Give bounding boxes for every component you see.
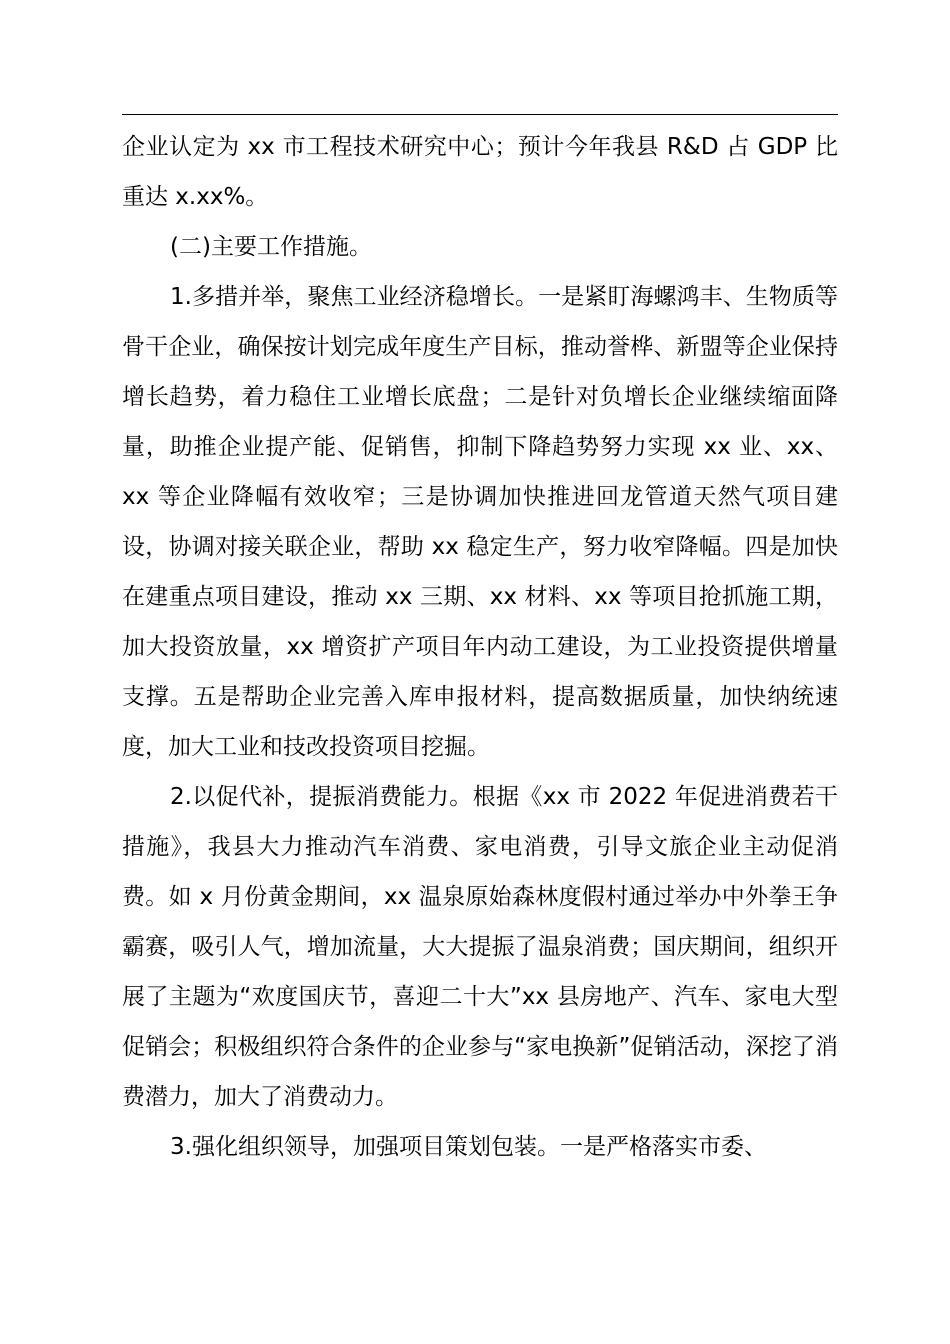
section-heading: (二)主要工作措施。 xyxy=(170,234,372,260)
document-body xyxy=(122,122,838,1172)
paragraph-organization: 3.强化组织领导，加强项目策划包装。一是严格落实市委、 xyxy=(170,1134,767,1160)
paragraph-industry: 1.多措并举，聚焦工业经济稳增长。一是紧盯海螺鸿丰、生物质等骨干企业，确保按计划完成年度生产目标，推动誉桦、新盟等企业保持增长趋势，着力稳住工业增长底盘；二是针对负增长企业继续缩面降量，助推企业提产能、促销售，抑制下降趋势努力实现 xx 业、xx、xx 等企业降幅有效收窄；三是协调加快推进回龙管道天然气项目建设，协调对接关联企业，帮助 xx 稳定生产，努力收窄降幅。四是加快在建重点项目建设，推动 xx 三期、xx 材料、xx 等项目抢抓施工期，加大投资放量，xx 增资扩产项目年内动工建设，为工业投资提供增量支撑。五是帮助企业完善入库申报材料，提高数据质量，加快纳统速度，加大工业和技改投资项目挖掘。 xyxy=(122,284,838,760)
paragraph-consumption: 2.以促代补，提振消费能力。根据《xx 市 2022 年促进消费若干措施》，我县大力推动汽车消费、家电消费，引导文旅企业主动促消费。如 x 月份黄金期间，xx 温泉原始森林度假村通过举办中外拳王争霸赛，吸引人气，增加流量，大大提振了温泉消费；国庆期间，组织开展了主题为“欢度国庆节，喜迎二十大”xx 县房地产、汽车、家电大型促销会；积极组织符合条件的企业参与“家电换新”促销活动，深挖了消费潜力，加大了消费动力。 xyxy=(122,784,838,1110)
header-divider xyxy=(122,114,838,115)
paragraph-continuation: 企业认定为 xx 市工程技术研究中心；预计今年我县 R&D 占 GDP 比重达 x.xx%。 xyxy=(122,134,838,210)
